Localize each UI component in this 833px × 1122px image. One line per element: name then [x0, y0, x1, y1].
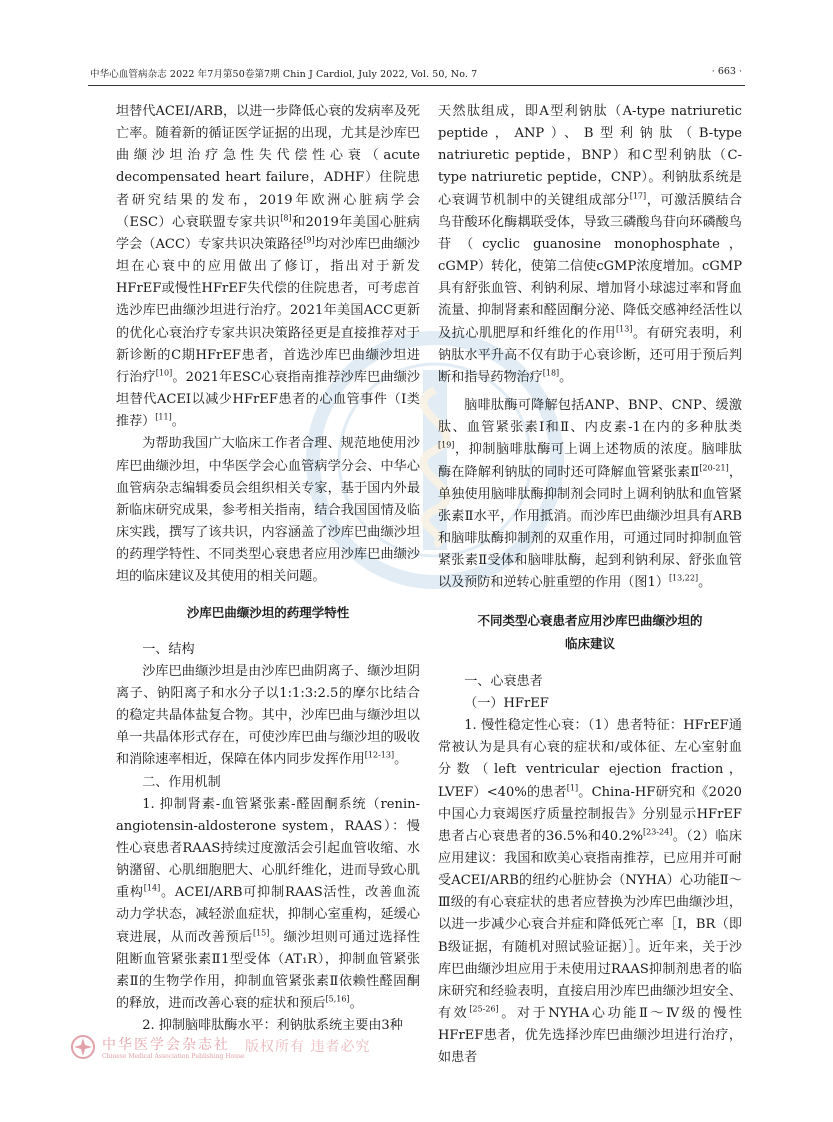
citation: [17] [629, 191, 647, 201]
publisher-logo-icon [70, 1034, 96, 1060]
running-header-journal: 中华心血管病杂志 2022 年7月第50卷第7期 Chin J Cardiol, July 2022, Vol. 50, No. 7 [90, 69, 478, 80]
publisher-name-en: Chinese Medical Association Publishing House [102, 1053, 245, 1060]
page-number: · 663 · [711, 66, 742, 77]
right-column [438, 101, 742, 1070]
citation: [12-13] [364, 751, 395, 761]
paragraph: 沙库巴曲缬沙坦是由沙库巴曲阴离子、缬沙坦阴离子、钠阳离子和水分子以1:1:3:2.5的摩尔比结合的稳定共晶体盐复合物。其中，沙库巴曲与缬沙坦以单一共晶体形式存在，可使沙库巴曲与缬沙坦的吸收和消除速率相近，保障在体内同步发挥作用[12-13]。 [116, 663, 420, 768]
citation: [19] [438, 440, 455, 450]
citation: [15] [252, 928, 270, 938]
citation: [5,16] [325, 994, 350, 1004]
copyright-watermark: 版权所有 违者必究 [245, 1039, 371, 1055]
paragraph: 为帮助我国广大临床工作者合理、规范地使用沙库巴曲缬沙坦，中华医学会心血管病学分会、中华心血管病杂志编辑委员会组织相关专家，基于国内外最新临床研究成果，参考相关指南，结合我国国情及临床实践，撰写了该共识，内容涵盖了沙库巴曲缬沙坦的药理学特性、不同类型心衰患者应用沙库巴曲缬沙坦的临床建议及其使用的相关问题。 [116, 436, 420, 585]
paragraph: 坦替代ACEI/ARB，以进一步降低心衰的发病率及死亡率。随着新的循证医学证据的出现，尤其是沙库巴曲缬沙坦治疗急性失代偿性心衰（acute decompensated heart failure，ADHF）住院患者研究结果的发布，2019年欧洲心脏病学会（ESC）心衰联盟专家共识[8]和2019年美国心脏病学会（ACC）专家共识决策路径[9]均对沙库巴曲缬沙坦在心衰中的应用做出了修订，指出对于新发HFrEF或慢性HFrEF失代偿的住院患者，可考虑首选沙库巴曲缬沙坦进行治疗。2021年美国ACC更新的优化心衰治疗专家共识决策路径更是直接推荐对于新诊断的C期HFrEF患者，首选沙库巴曲缬沙坦进行治疗[10]。2021年ESC心衰指南推荐沙库巴曲缬沙坦替代ACEI以减少HFrEF患者的心血管事件（Ⅰ类推荐）[11]。 [116, 104, 421, 430]
publisher-name-cn: 中华医学会杂志社 [102, 1037, 230, 1053]
subsection-heading: 一、结构 [142, 641, 195, 657]
paragraph: 脑啡肽酶可降解包括ANP、BNP、CNP、缓激肽、血管紧张素Ⅰ和Ⅱ、内皮素-1在内的多种肽类[19]，抑制脑啡肽酶可上调上述物质的浓度。脑啡肽酶在降解利钠肽的同时还可降解血管紧张素Ⅱ[20-21]，单独使用脑啡肽酶抑制剂会同时上调利钠肽和血管紧张素Ⅱ水平，作用抵消。而沙库巴曲缬沙坦具有ARB和脑啡肽酶抑制剂的双重作用，可通过同时抑制血管紧张素Ⅱ受体和脑啡肽酶，起到利钠利尿、舒张血管以及预防和逆转心脏重塑的作用（图1）[13,22]。 [438, 398, 742, 591]
paragraph: 1. 抑制肾素-血管紧张素-醛固酮系统（renin-angiotensin-aldosterone system，RAAS）：慢性心衰患者RAAS持续过度激活会引起血管收缩、水钠潴留、心肌细胞肥大、心肌纤维化，进而导致心肌重构[14]。ACEI/ARB可抑制RAAS活性，改善血流动力学状态，减轻淤血症状，抑制心室重构，延缓心衰进展，从而改善预后[15]。缬沙坦则可通过选择性阻断血管紧张素Ⅱ1型受体（AT₁R），抑制血管紧张素Ⅱ的生物学作用，抑制血管紧张素Ⅱ依赖性醛固酮的释放，进而改善心衰的症状和预后[5,16]。 [116, 796, 421, 1012]
citation: [8] [280, 213, 292, 223]
citation: [1] [566, 783, 579, 793]
subsection-heading: 二、作用机制 [142, 774, 221, 790]
citation: [25-26] [469, 1004, 499, 1014]
subsection-heading: （一）HFrEF [464, 695, 549, 711]
citation: [20-21] [699, 463, 729, 473]
subsection-heading: 一、心衰患者 [464, 673, 543, 689]
section-heading-line2: 临床建议 [564, 635, 615, 651]
header-rule [88, 85, 745, 86]
citation: [13,22] [668, 573, 699, 583]
section-heading-line1: 不同类型心衰患者应用沙库巴曲缬沙坦的 [477, 613, 703, 629]
paragraph: 1. 慢性稳定性心衰：（1）患者特征：HFrEF通常被认为是具有心衰的症状和/或体征、左心室射血分数（left ventricular ejection fraction，LVEF）<40%的患者[1]。China-HF研究和《2020中国心力衰竭医疗质量控制报告》分别显示HFrEF患者占心衰患者的36.5%和40.2%[23-24]。（2）临床应用建议：我国和欧美心衰指南推荐，已应用并可耐受ACEI/ARB的纽约心脏协会（NYHA）心功能Ⅱ～Ⅲ级的有心衰症状的患者应替换为沙库巴曲缬沙坦，以进一步减少心衰合并症和降低死亡率［Ⅰ，BR（即B级证据，有随机对照试验证据）］。近年来，关于沙库巴曲缬沙坦应用于未使用过RAAS抑制剂患者的临床研究和经验表明，直接启用沙库巴曲缬沙坦安全、有效[25-26]。对于NYHA心功能Ⅱ～Ⅳ级的慢性HFrEF患者，优先选择沙库巴曲缬沙坦进行治疗，如患者 [438, 718, 742, 1066]
citation: [10] [155, 368, 173, 378]
section-heading: 沙库巴曲缬沙坦的药理学特性 [186, 605, 350, 621]
citation: [23-24] [643, 827, 673, 837]
citation: [9] [303, 235, 315, 245]
paragraph: 天然肽组成，即A型利钠肽（A-type natriuretic peptide，ANP）、B型利钠肽（B-type natriuretic peptide，BNP）和C型利钠肽（C-type natriuretic peptide，CNP）。利钠肽系统是心衰调节机制中的关键组成部分[17]，可激活膜结合鸟苷酸环化酶耦联受体，导致三磷酸鸟苷向环磷酸鸟苷（cyclic guanosine monophosphate，cGMP）转化，使第二信使cGMP浓度增加。cGMP具有舒张血管、利钠利尿、增加肾小球滤过率和肾血流量、抑制肾素和醛固酮分泌、降低交感神经活性以及抗心肌肥厚和纤维化的作用[13]。有研究表明，利钠肽水平升高不仅有助于心衰诊断，还可用于预后判断和指导药物治疗[18]。 [438, 104, 743, 385]
citation: [18] [542, 368, 560, 378]
left-column [116, 101, 420, 1037]
paragraph: 2. 抑制脑啡肽酶水平：利钠肽系统主要由3种 [142, 1018, 403, 1034]
citation: [11] [155, 412, 172, 422]
citation: [13] [616, 324, 633, 334]
citation: [14] [143, 883, 161, 893]
